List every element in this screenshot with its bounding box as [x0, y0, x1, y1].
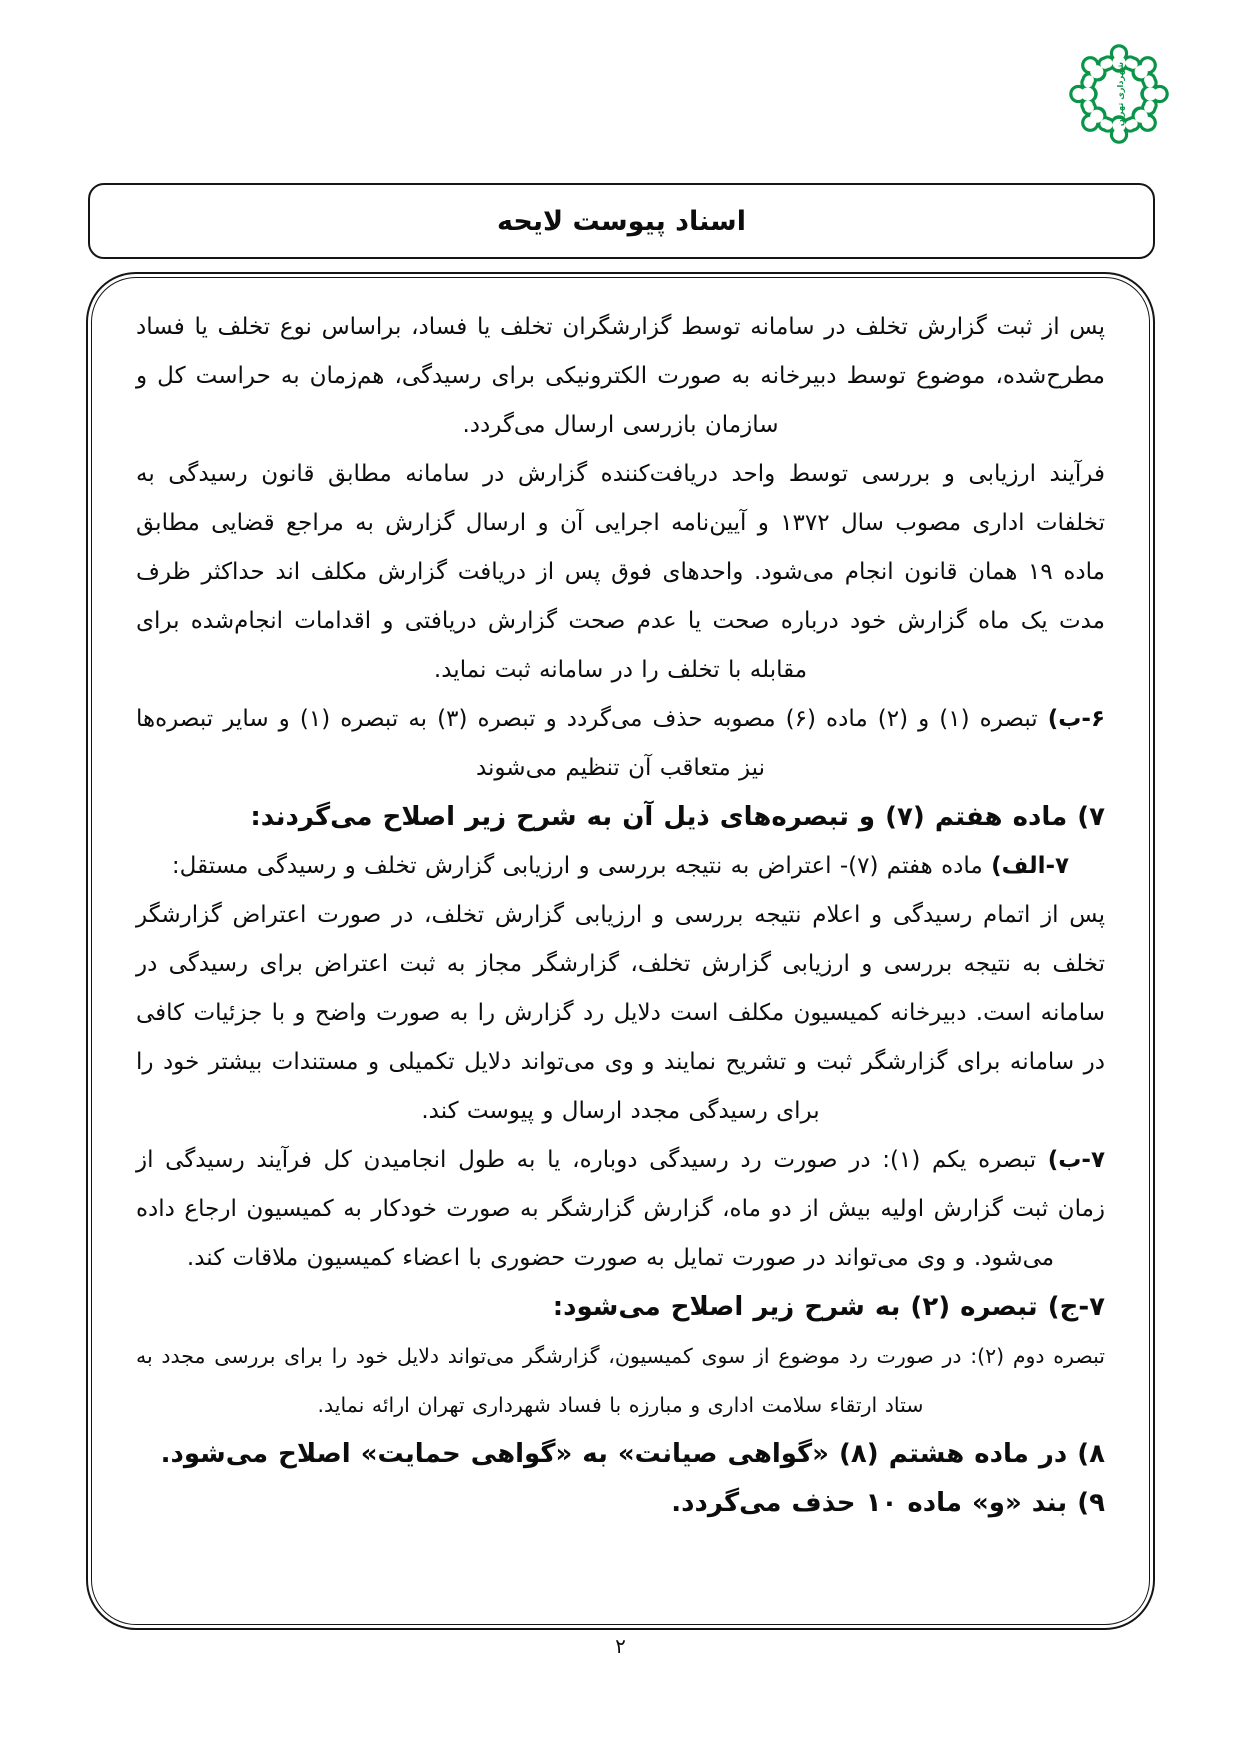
paragraph-text: ۹) بند «و» ماده ۱۰ حذف می‌گردد.	[671, 1488, 1105, 1518]
document-heading	[136, 1479, 1105, 1528]
document-paragraph	[136, 303, 1105, 450]
paragraph-text: پس از اتمام رسیدگی و اعلام نتیجه بررسی و ارزیابی گزارش تخلف، در صورت اعتراض گزارشگر تخلف به نتیجه بررسی و ارزیابی گزارش تخلف، گزارشگر مجاز به ثبت اعتراض برای رسیدگی در سامانه است. دبیرخانه کمیسیون مکلف است دلایل رد گزارش را به صورت واضح و با جزئیات کافی در سامانه برای گزارشگر ثبت و تشریح نمایند و وی می‌تواند دلایل تکمیلی و مستندات بیشتر خود را برای رسیدگی مجدد ارسال و پیوست کند.	[136, 902, 1105, 1124]
document-frame	[86, 272, 1155, 1630]
logo-calligraphy: شهرداری تهران	[1114, 61, 1125, 127]
page-title: اسناد پیوست لایحه	[497, 205, 746, 237]
paragraph-text: ۸) در ماده هشتم (۸) «گواهی صیانت» به «گواهی حمایت» اصلاح می‌شود.	[160, 1439, 1105, 1469]
document-paragraph	[136, 450, 1105, 695]
paragraph-text: پس از ثبت گزارش تخلف در سامانه توسط گزارشگران تخلف یا فساد، براساس نوع تخلف یا فساد مطرح‌شده، موضوع توسط دبیرخانه به صورت الکترونیکی برای رسیدگی، هم‌زمان به حراست کل و سازمان بازرسی ارسال می‌گردد.	[136, 314, 1105, 438]
paragraph-text: فرآیند ارزیابی و بررسی توسط واحد دریافت‌کننده گزارش در سامانه مطابق قانون رسیدگی به تخلفات اداری مصوب سال ۱۳۷۲ و آیین‌نامه اجرایی آن و ارسال گزارش به مراجع قضایی مطابق ماده ۱۹ همان قانون انجام می‌شود. واحدهای فوق پس از دریافت گزارش مکلف اند حداکثر ظرف مدت یک ماه گزارش خود درباره صحت یا عدم صحت گزارش دریافتی و اقدامات انجام‌شده برای مقابله با تخلف را در سامانه ثبت نماید.	[136, 461, 1105, 683]
document-paragraph	[136, 1136, 1105, 1283]
tehran-municipality-logo-icon	[1061, 34, 1177, 154]
document-heading	[136, 793, 1105, 842]
document-paragraph	[136, 695, 1105, 793]
title-box	[88, 183, 1155, 259]
document-heading	[136, 1430, 1105, 1479]
paragraph-text: ۷-ج) تبصره (۲) به شرح زیر اصلاح می‌شود:	[552, 1292, 1105, 1322]
document-paragraph	[136, 891, 1105, 1136]
paragraph-text: ماده هفتم (۷)- اعتراض به نتیجه بررسی و ارزیابی گزارش تخلف و رسیدگی مستقل:	[171, 853, 983, 879]
paragraph-lead: ۷-الف)	[991, 853, 1070, 879]
paragraph-text: ۷) ماده هفتم (۷) و تبصره‌های ذیل آن به شرح زیر اصلاح می‌گردند:	[250, 802, 1105, 832]
paragraph-lead: ۶-ب)	[1047, 706, 1105, 732]
paragraph-text: تبصره یکم (۱): در صورت رد رسیدگی دوباره، یا به طول انجامیدن کل فرآیند رسیدگی از زمان ثبت گزارش اولیه بیش از دو ماه، گزارش گزارشگر به صورت خودکار به کمیسیون ارجاع داده می‌شود. و وی می‌تواند در صورت تمایل به صورت حضوری با اعضاء کمیسیون ملاقات کند.	[136, 1147, 1105, 1271]
document-paragraph	[136, 1332, 1105, 1430]
document-body	[91, 277, 1150, 1625]
paragraph-text: تبصره (۱) و (۲) ماده (۶) مصوبه حذف می‌گردد و تبصره (۳) به تبصره (۱) و سایر تبصره‌ها نیز متعاقب آن تنظیم می‌شوند	[136, 706, 1038, 781]
page-number: ۲	[615, 1634, 626, 1658]
paragraph-text: تبصره دوم (۲): در صورت رد موضوع از سوی کمیسیون، گزارشگر می‌تواند دلایل خود را برای بررسی مجدد به ستاد ارتقاء سلامت اداری و مبارزه با فساد شهرداری تهران ارائه نماید.	[136, 1344, 1105, 1417]
paragraph-lead: ۷-ب)	[1047, 1147, 1106, 1173]
document-heading	[136, 1283, 1105, 1332]
document-paragraph	[136, 842, 1105, 891]
